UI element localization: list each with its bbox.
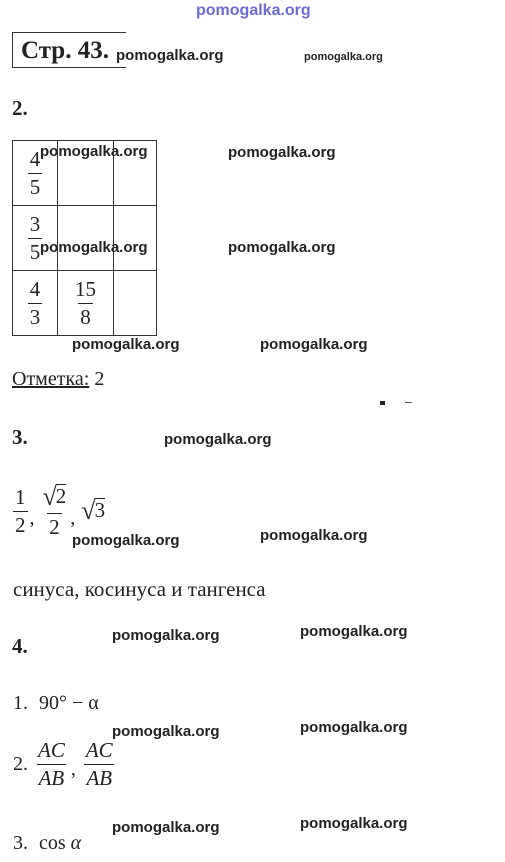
fraction-denominator: AB <box>38 766 65 790</box>
answer-item-1 <box>13 692 99 715</box>
item-number: 1. <box>13 692 28 714</box>
watermark-top: pomogalka.org <box>196 2 311 19</box>
watermark: pomogalka.org <box>72 336 180 353</box>
fraction-numerator <box>41 484 69 513</box>
fraction-numerator: 3 <box>29 211 41 236</box>
table-cell <box>13 141 58 206</box>
item-number: 3. <box>13 832 28 854</box>
table-cell <box>114 141 157 206</box>
table-cell <box>58 206 114 271</box>
watermark: pomogalka.org <box>112 627 220 644</box>
stray-mark <box>380 401 385 405</box>
fraction <box>13 484 28 537</box>
table-cell <box>58 141 114 206</box>
fraction <box>84 740 115 789</box>
task-3-answer: синуса, косинуса и тангенса <box>13 577 266 601</box>
table-cell <box>58 271 114 336</box>
watermark: pomogalka.org <box>116 47 224 64</box>
watermark: pomogalka.org <box>300 815 408 832</box>
sqrt-arg: 2 <box>55 484 67 508</box>
separator: , <box>70 506 76 529</box>
table-row <box>13 141 157 206</box>
page-header <box>12 32 126 68</box>
answer-item-2 <box>13 740 115 789</box>
fraction-numerator: AC <box>38 738 65 762</box>
fraction-numerator: 1 <box>15 484 26 509</box>
fraction <box>28 211 43 264</box>
fraction-table <box>12 140 157 336</box>
fraction <box>28 146 43 199</box>
fraction-denominator: 2 <box>49 515 60 539</box>
fraction <box>36 740 67 789</box>
item-func: cos <box>39 832 66 854</box>
mark-line <box>12 368 104 391</box>
fraction-numerator: AC <box>85 738 113 762</box>
item-var: α <box>70 832 82 854</box>
task-2-number: 2. <box>12 96 28 120</box>
fraction-numerator: 4 <box>29 146 41 171</box>
watermark: pomogalka.org <box>40 239 148 256</box>
watermark: pomogalka.org <box>72 532 180 549</box>
table-cell <box>13 271 58 336</box>
separator: , <box>29 506 35 529</box>
item-number: 2. <box>13 753 28 775</box>
fraction-numerator: 15 <box>75 276 96 301</box>
watermark: pomogalka.org <box>40 143 148 160</box>
table-cell <box>13 206 58 271</box>
watermark: pomogalka.org <box>112 723 220 740</box>
answer-item-3 <box>13 832 81 855</box>
watermark: pomogalka.org <box>228 144 336 161</box>
item-expression: 90° − α <box>39 692 99 714</box>
fraction-denominator: 5 <box>29 239 41 264</box>
mark-value: 2 <box>94 368 105 390</box>
watermark: pomogalka.org <box>260 336 368 353</box>
stray-mark <box>405 402 412 403</box>
separator: , <box>70 758 76 780</box>
watermark: pomogalka.org <box>228 239 336 256</box>
watermark: pomogalka.org <box>300 623 408 640</box>
fraction-denominator: 3 <box>29 304 41 329</box>
task-4-number: 4. <box>12 634 28 658</box>
fraction-denominator: 5 <box>29 174 41 199</box>
fraction-denominator: AB <box>86 766 113 790</box>
mark-label: Отметка: <box>12 368 90 390</box>
watermark: pomogalka.org <box>112 819 220 836</box>
watermark: pomogalka.org <box>300 719 408 736</box>
table-cell <box>114 206 157 271</box>
table-row <box>13 206 157 271</box>
task-3-number: 3. <box>12 425 28 449</box>
page-label: Стр. 43. <box>21 37 109 64</box>
table-cell <box>114 271 157 336</box>
watermark: pomogalka.org <box>164 431 272 448</box>
fraction <box>73 276 98 329</box>
watermark: pomogalka.org <box>304 51 383 63</box>
sqrt: √ 2 <box>42 482 67 511</box>
sqrt: √ 3 <box>81 496 106 525</box>
fraction-denominator: 2 <box>15 512 26 537</box>
fraction <box>28 276 43 329</box>
fraction-denominator: 8 <box>80 304 91 329</box>
trig-values <box>13 484 105 538</box>
watermark: pomogalka.org <box>260 527 368 544</box>
fraction <box>41 484 69 538</box>
sqrt-arg: 3 <box>94 498 106 522</box>
fraction-numerator: 4 <box>29 276 41 301</box>
table-row <box>13 271 157 336</box>
